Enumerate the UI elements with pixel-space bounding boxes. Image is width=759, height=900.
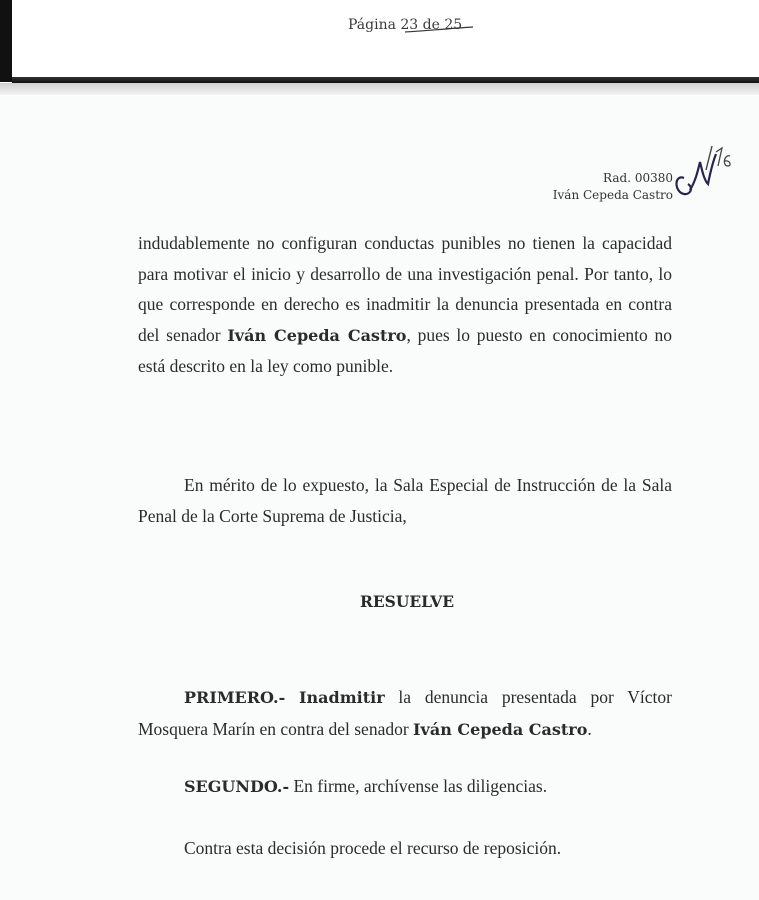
resolution-second [138, 771, 672, 803]
appeal-note: Contra esta decisión procede el recurso de reposición. [184, 838, 562, 858]
scan-edge [0, 0, 12, 82]
resolution-label: PRIMERO.- [184, 688, 286, 707]
resolution-label: SEGUNDO.- [184, 777, 290, 796]
section-heading: RESUELVE [359, 592, 455, 611]
paragraph-text: la denuncia presentada por Víctor Mosquera Marín en contra del senador [138, 687, 672, 739]
page-gap [0, 83, 759, 95]
senator-name: Iván Cepeda Castro [227, 325, 407, 345]
paragraph-text: , pues lo puesto en conocimiento no está descrito en la ley como punible. [138, 324, 672, 376]
handwritten-strike [403, 26, 475, 34]
handwritten-folio-icon [672, 140, 732, 202]
reference-name: Iván Cepeda Castro [552, 188, 673, 202]
paragraph-text: En firme, archívense las diligencias. [289, 776, 548, 796]
paragraph-text: indudablemente no configuran conductas punibles no tienen la capacidad para motivar el inicio y desarrollo de una investigación penal. Por tanto, lo que corresponde en derecho es inadmitir la denuncia presentada en contra del senador [138, 233, 672, 345]
reference-block [553, 170, 673, 204]
resolution-first [138, 682, 672, 745]
page-header [0, 0, 759, 84]
paragraph-conclusion [138, 228, 672, 382]
page-number: Página 23 de 25 [348, 17, 463, 33]
paragraph-text: . [587, 718, 592, 739]
senator-name: Iván Cepeda Castro [413, 719, 588, 739]
resolution-verb: Inadmitir [299, 688, 385, 707]
rad-number: Rad. 00380 [603, 171, 673, 185]
paragraph-merit: En mérito de lo expuesto, la Sala Especial de Instrucción de la Sala Penal de la Corte Suprema de Justicia, [138, 475, 672, 526]
